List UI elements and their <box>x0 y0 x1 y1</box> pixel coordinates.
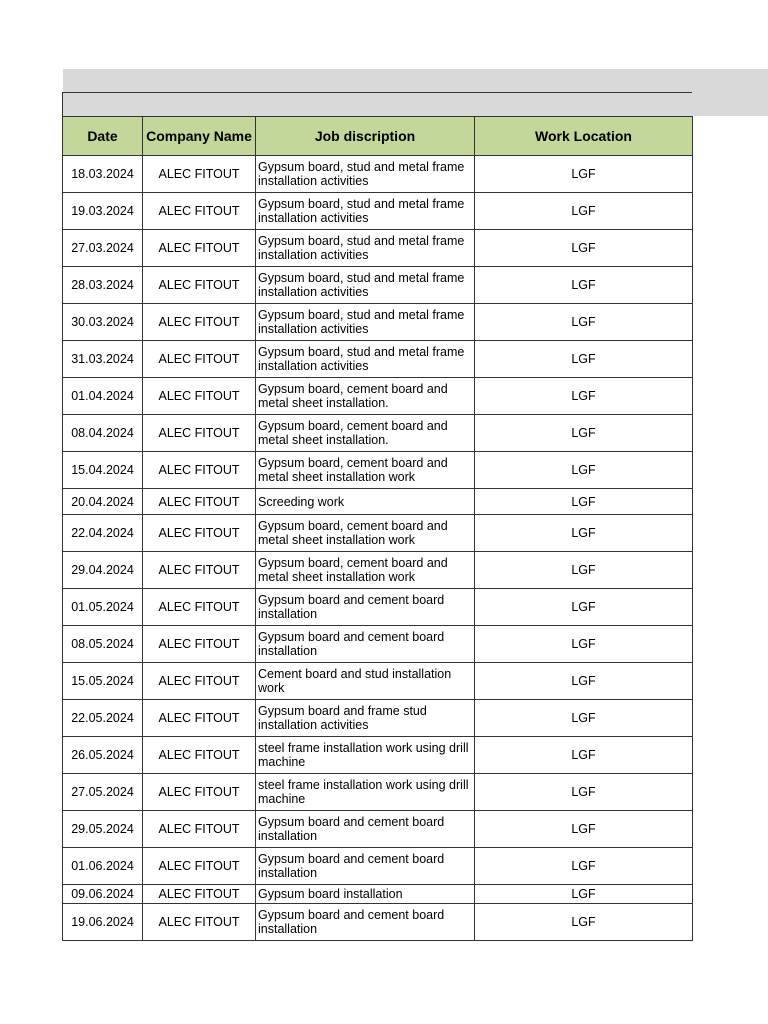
cell-date[interactable]: 01.06.2024 <box>63 848 143 885</box>
cell-work-location[interactable]: LGF <box>475 774 693 811</box>
cell-company-name[interactable]: ALEC FITOUT <box>143 774 256 811</box>
table-body <box>63 156 693 941</box>
cell-date[interactable]: 19.06.2024 <box>63 904 143 941</box>
cell-job-description[interactable]: Gypsum board and cement board installation <box>256 904 475 941</box>
cell-job-description[interactable]: Gypsum board, stud and metal frame installation activities <box>256 156 475 193</box>
cell-job-description[interactable]: steel frame installation work using drill machine <box>256 774 475 811</box>
cell-work-location[interactable]: LGF <box>475 700 693 737</box>
cell-date[interactable]: 18.03.2024 <box>63 156 143 193</box>
cell-work-location[interactable]: LGF <box>475 848 693 885</box>
cell-company-name[interactable]: ALEC FITOUT <box>143 415 256 452</box>
cell-date[interactable]: 20.04.2024 <box>63 489 143 515</box>
cell-company-name[interactable]: ALEC FITOUT <box>143 378 256 415</box>
cell-work-location[interactable]: LGF <box>475 378 693 415</box>
cell-date[interactable]: 26.05.2024 <box>63 737 143 774</box>
cell-company-name[interactable]: ALEC FITOUT <box>143 304 256 341</box>
cell-company-name[interactable]: ALEC FITOUT <box>143 193 256 230</box>
table-row <box>63 193 693 230</box>
cell-work-location[interactable]: LGF <box>475 515 693 552</box>
cell-company-name[interactable]: ALEC FITOUT <box>143 156 256 193</box>
cell-job-description[interactable]: Gypsum board, stud and metal frame installation activities <box>256 304 475 341</box>
table-row <box>63 589 693 626</box>
cell-date[interactable]: 19.03.2024 <box>63 193 143 230</box>
table-row <box>63 904 693 941</box>
cell-company-name[interactable]: ALEC FITOUT <box>143 489 256 515</box>
cell-company-name[interactable]: ALEC FITOUT <box>143 230 256 267</box>
cell-work-location[interactable]: LGF <box>475 230 693 267</box>
cell-company-name[interactable]: ALEC FITOUT <box>143 515 256 552</box>
cell-company-name[interactable]: ALEC FITOUT <box>143 848 256 885</box>
table-row <box>63 774 693 811</box>
table-row <box>63 885 693 904</box>
cell-company-name[interactable]: ALEC FITOUT <box>143 811 256 848</box>
cell-date[interactable]: 30.03.2024 <box>63 304 143 341</box>
table-row <box>63 378 693 415</box>
cell-date[interactable]: 29.05.2024 <box>63 811 143 848</box>
cell-date[interactable]: 31.03.2024 <box>63 341 143 378</box>
cell-job-description[interactable]: Screeding work <box>256 489 475 515</box>
cell-job-description[interactable]: Gypsum board, stud and metal frame installation activities <box>256 267 475 304</box>
cell-job-description[interactable]: Gypsum board, stud and metal frame installation activities <box>256 341 475 378</box>
cell-date[interactable]: 28.03.2024 <box>63 267 143 304</box>
cell-date[interactable]: 22.04.2024 <box>63 515 143 552</box>
table-row <box>63 267 693 304</box>
work-log-table <box>62 116 693 941</box>
cell-date[interactable]: 01.04.2024 <box>63 378 143 415</box>
cell-job-description[interactable]: Gypsum board, cement board and metal sheet installation. <box>256 415 475 452</box>
table-row <box>63 700 693 737</box>
band-divider <box>63 92 692 93</box>
cell-company-name[interactable]: ALEC FITOUT <box>143 663 256 700</box>
cell-company-name[interactable]: ALEC FITOUT <box>143 552 256 589</box>
cell-work-location[interactable]: LGF <box>475 811 693 848</box>
table-row <box>63 156 693 193</box>
cell-date[interactable]: 27.03.2024 <box>63 230 143 267</box>
cell-work-location[interactable]: LGF <box>475 663 693 700</box>
cell-work-location[interactable]: LGF <box>475 415 693 452</box>
cell-date[interactable]: 27.05.2024 <box>63 774 143 811</box>
cell-job-description[interactable]: Gypsum board, cement board and metal sheet installation. <box>256 378 475 415</box>
cell-job-description[interactable]: Gypsum board and cement board installation <box>256 589 475 626</box>
cell-job-description[interactable]: Gypsum board and cement board installation <box>256 811 475 848</box>
cell-company-name[interactable]: ALEC FITOUT <box>143 904 256 941</box>
cell-date[interactable]: 01.05.2024 <box>63 589 143 626</box>
cell-job-description[interactable]: Gypsum board installation <box>256 885 475 904</box>
table-row <box>63 304 693 341</box>
cell-date[interactable]: 08.05.2024 <box>63 626 143 663</box>
cell-work-location[interactable]: LGF <box>475 589 693 626</box>
cell-work-location[interactable]: LGF <box>475 452 693 489</box>
cell-work-location[interactable]: LGF <box>475 904 693 941</box>
cell-date[interactable]: 22.05.2024 <box>63 700 143 737</box>
cell-date[interactable]: 09.06.2024 <box>63 885 143 904</box>
cell-job-description[interactable]: Cement board and stud installation work <box>256 663 475 700</box>
cell-company-name[interactable]: ALEC FITOUT <box>143 737 256 774</box>
cell-company-name[interactable]: ALEC FITOUT <box>143 341 256 378</box>
cell-work-location[interactable]: LGF <box>475 885 693 904</box>
table-row <box>63 515 693 552</box>
header-date[interactable]: Date <box>63 117 143 156</box>
table-row <box>63 341 693 378</box>
cell-job-description[interactable]: Gypsum board and frame stud installation activities <box>256 700 475 737</box>
table-header-row <box>63 117 693 156</box>
cell-work-location[interactable]: LGF <box>475 193 693 230</box>
cell-work-location[interactable]: LGF <box>475 489 693 515</box>
cell-job-description[interactable]: Gypsum board, cement board and metal sheet installation work <box>256 552 475 589</box>
table-row <box>63 489 693 515</box>
cell-work-location[interactable]: LGF <box>475 156 693 193</box>
cell-date[interactable]: 08.04.2024 <box>63 415 143 452</box>
header-work-location[interactable]: Work Location <box>475 117 693 156</box>
table-row <box>63 663 693 700</box>
cell-company-name[interactable]: ALEC FITOUT <box>143 626 256 663</box>
cell-job-description[interactable]: steel frame installation work using drill machine <box>256 737 475 774</box>
cell-work-location[interactable]: LGF <box>475 737 693 774</box>
cell-job-description[interactable]: Gypsum board and cement board installation <box>256 626 475 663</box>
cell-date[interactable]: 15.04.2024 <box>63 452 143 489</box>
cell-date[interactable]: 15.05.2024 <box>63 663 143 700</box>
cell-job-description[interactable]: Gypsum board, stud and metal frame installation activities <box>256 230 475 267</box>
cell-company-name[interactable]: ALEC FITOUT <box>143 452 256 489</box>
cell-job-description[interactable]: Gypsum board, stud and metal frame installation activities <box>256 193 475 230</box>
cell-company-name[interactable]: ALEC FITOUT <box>143 589 256 626</box>
table-row <box>63 848 693 885</box>
cell-company-name[interactable]: ALEC FITOUT <box>143 700 256 737</box>
cell-work-location[interactable]: LGF <box>475 267 693 304</box>
table-row <box>63 415 693 452</box>
table-row <box>63 230 693 267</box>
band-left-border <box>62 92 63 116</box>
cell-work-location[interactable]: LGF <box>475 341 693 378</box>
table-row <box>63 626 693 663</box>
cell-company-name[interactable]: ALEC FITOUT <box>143 267 256 304</box>
cell-work-location[interactable]: LGF <box>475 626 693 663</box>
table-row <box>63 737 693 774</box>
cell-job-description[interactable]: Gypsum board and cement board installation <box>256 848 475 885</box>
cell-job-description[interactable]: Gypsum board, cement board and metal sheet installation work <box>256 515 475 552</box>
table-row <box>63 452 693 489</box>
table-row <box>63 811 693 848</box>
cell-job-description[interactable]: Gypsum board, cement board and metal sheet installation work <box>256 452 475 489</box>
cell-date[interactable]: 29.04.2024 <box>63 552 143 589</box>
header-company-name[interactable]: Company Name <box>143 117 256 156</box>
header-job-description[interactable]: Job discription <box>256 117 475 156</box>
cell-company-name[interactable]: ALEC FITOUT <box>143 885 256 904</box>
cell-work-location[interactable]: LGF <box>475 552 693 589</box>
cell-work-location[interactable]: LGF <box>475 304 693 341</box>
table-row <box>63 552 693 589</box>
